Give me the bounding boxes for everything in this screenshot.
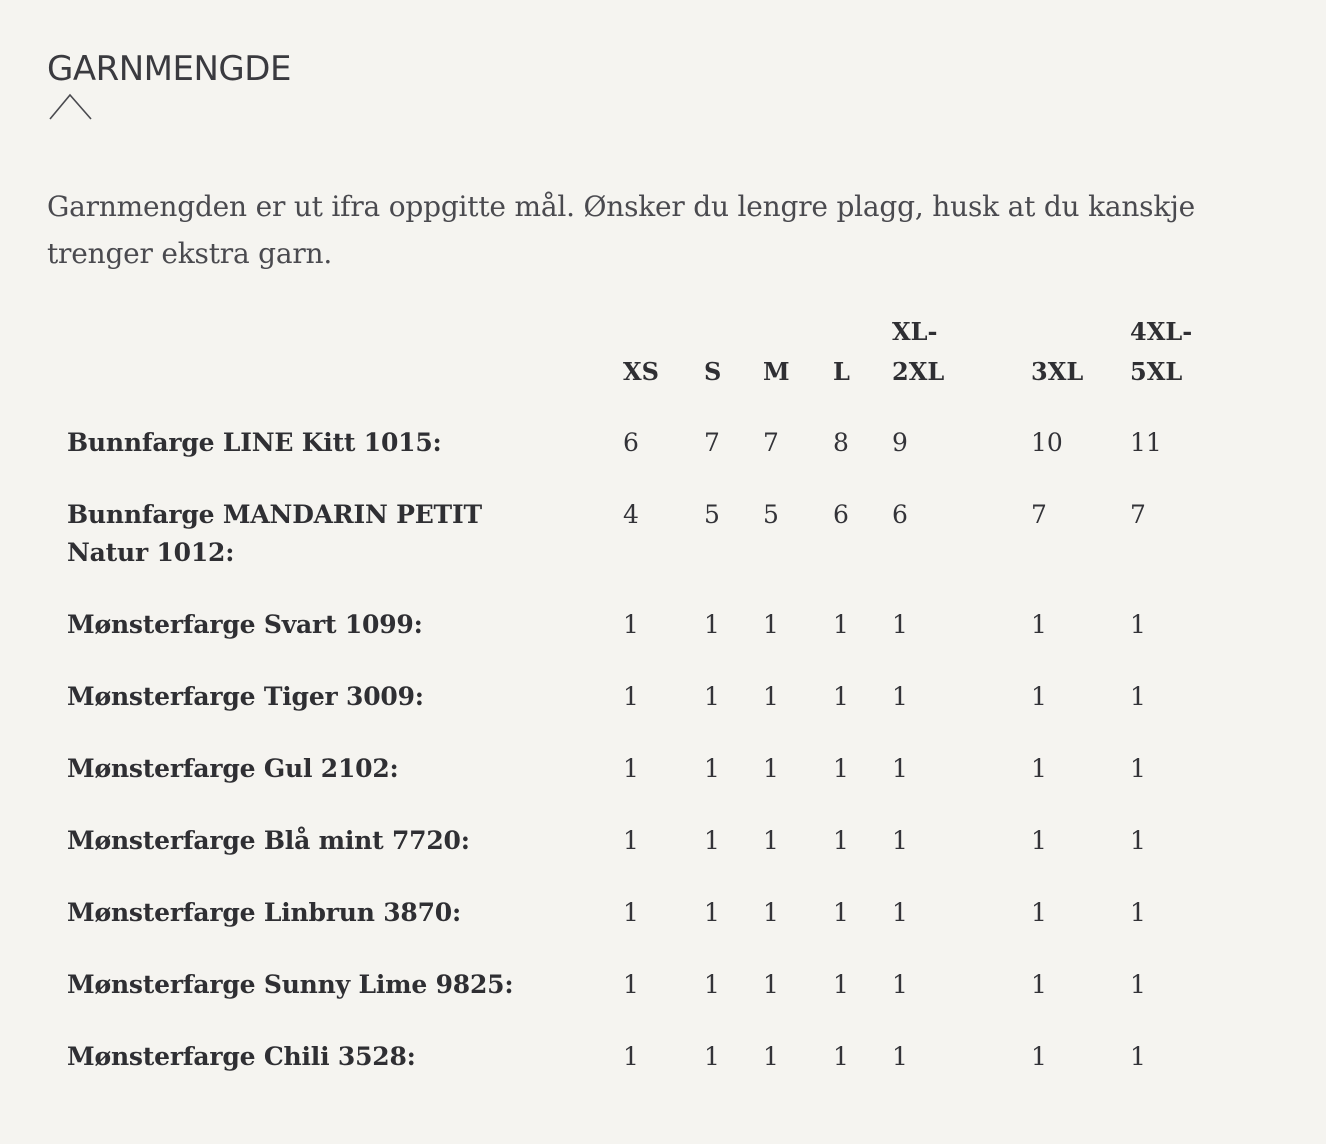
yarn-quantity-cell: 1 — [892, 898, 908, 927]
table-row — [67, 966, 1220, 1038]
yarn-quantity-cell: 1 — [1031, 970, 1047, 999]
yarn-quantity-cell: 1 — [833, 898, 849, 927]
column-header: S — [704, 357, 722, 386]
yarn-quantity-cell: 1 — [833, 754, 849, 783]
yarn-quantity-cell: 1 — [1130, 898, 1146, 927]
yarn-quantity-cell: 1 — [833, 682, 849, 711]
yarn-label: Mønsterfarge Linbrun 3870: — [67, 898, 462, 927]
yarn-label: Mønsterfarge Tiger 3009: — [67, 682, 424, 711]
table-body — [67, 392, 1220, 1110]
yarn-quantity-cell: 1 — [833, 610, 849, 639]
yarn-quantity-cell: 1 — [623, 970, 639, 999]
yarn-quantity-cell: 1 — [763, 898, 779, 927]
chevron-up-icon — [48, 92, 94, 122]
section-heading: GARNMENGDE — [47, 49, 291, 89]
table-row — [67, 750, 1220, 822]
yarn-quantity-cell: 1 — [763, 970, 779, 999]
yarn-quantity-cell: 1 — [763, 610, 779, 639]
yarn-quantity-cell: 6 — [833, 500, 849, 529]
yarn-quantity-cell: 1 — [763, 826, 779, 855]
yarn-quantity-cell: 1 — [763, 682, 779, 711]
yarn-quantity-cell: 6 — [623, 428, 639, 457]
yarn-quantity-cell: 7 — [1130, 500, 1146, 529]
table-row — [67, 392, 1220, 496]
yarn-quantity-cell: 10 — [1031, 428, 1063, 457]
yarn-quantity-cell: 1 — [1130, 754, 1146, 783]
yarn-quantity-cell: 1 — [623, 610, 639, 639]
yarn-quantity-cell: 1 — [623, 682, 639, 711]
yarn-quantity-cell: 1 — [1031, 826, 1047, 855]
yarn-quantity-cell: 6 — [892, 500, 908, 529]
yarn-quantity-cell: 1 — [704, 826, 720, 855]
yarn-label: Bunnfarge MANDARIN PETIT Natur 1012: — [67, 500, 482, 567]
yarn-quantity-cell: 1 — [763, 1042, 779, 1071]
yarn-quantity-cell: 1 — [892, 610, 908, 639]
yarn-quantity-cell: 1 — [892, 826, 908, 855]
yarn-quantity-cell: 9 — [892, 428, 908, 457]
yarn-quantity-cell: 1 — [623, 898, 639, 927]
yarn-quantity-cell: 1 — [833, 826, 849, 855]
yarn-label: Mønsterfarge Chili 3528: — [67, 1042, 416, 1071]
table-row — [67, 606, 1220, 678]
yarn-quantity-cell: 1 — [892, 970, 908, 999]
yarn-quantity-cell: 1 — [704, 1042, 720, 1071]
header-label-spacer — [67, 312, 623, 392]
yarn-quantity-cell: 4 — [623, 500, 639, 529]
yarn-quantity-cell: 7 — [1031, 500, 1047, 529]
yarn-quantity-cell: 1 — [704, 754, 720, 783]
yarn-quantity-cell: 11 — [1130, 428, 1162, 457]
column-header: XS — [623, 357, 659, 386]
yarn-label: Mønsterfarge Gul 2102: — [67, 754, 399, 783]
yarn-quantity-cell: 1 — [1031, 610, 1047, 639]
table-row — [67, 822, 1220, 894]
yarn-quantity-cell: 5 — [704, 500, 720, 529]
yarn-quantity-cell: 7 — [763, 428, 779, 457]
table-row — [67, 894, 1220, 966]
yarn-quantity-cell: 1 — [1130, 682, 1146, 711]
yarn-table — [67, 312, 1220, 1110]
yarn-label: Bunnfarge LINE Kitt 1015: — [67, 428, 442, 457]
yarn-label: Mønsterfarge Svart 1099: — [67, 610, 423, 639]
yarn-quantity-cell: 1 — [1130, 1042, 1146, 1071]
yarn-quantity-cell: 1 — [763, 754, 779, 783]
yarn-label: Mønsterfarge Sunny Lime 9825: — [67, 970, 514, 999]
column-header: 3XL — [1031, 357, 1084, 386]
yarn-label: Mønsterfarge Blå mint 7720: — [67, 826, 470, 855]
yarn-quantity-cell: 1 — [1130, 970, 1146, 999]
collapse-toggle[interactable] — [48, 92, 94, 122]
yarn-quantity-cell: 7 — [704, 428, 720, 457]
table-row — [67, 496, 1220, 606]
column-header: M — [763, 357, 790, 386]
yarn-quantity-cell: 1 — [623, 754, 639, 783]
yarn-quantity-cell: 1 — [704, 610, 720, 639]
intro-text: Garnmengden er ut ifra oppgitte mål. Ønsker du lengre plagg, husk at du kanskje trenger ekstra garn. — [47, 190, 1195, 270]
yarn-quantity-cell: 1 — [704, 970, 720, 999]
yarn-quantity-cell: 1 — [833, 970, 849, 999]
yarn-quantity-cell: 1 — [704, 898, 720, 927]
yarn-quantity-cell: 1 — [704, 682, 720, 711]
table-row — [67, 1038, 1220, 1110]
yarn-quantity-cell: 1 — [833, 1042, 849, 1071]
yarn-quantity-cell: 1 — [1130, 826, 1146, 855]
yarn-quantity-cell: 1 — [892, 754, 908, 783]
yarn-quantity-cell: 1 — [892, 682, 908, 711]
yarn-quantity-cell: 1 — [623, 826, 639, 855]
column-header: L — [833, 357, 850, 386]
yarn-quantity-cell: 1 — [1130, 610, 1146, 639]
yarn-quantity-cell: 1 — [892, 1042, 908, 1071]
column-header: XL- 2XL — [892, 317, 945, 386]
yarn-quantity-cell: 1 — [1031, 1042, 1047, 1071]
yarn-quantity-cell: 5 — [763, 500, 779, 529]
yarn-quantity-cell: 1 — [623, 1042, 639, 1071]
yarn-quantity-cell: 8 — [833, 428, 849, 457]
table-row — [67, 678, 1220, 750]
table-header-row — [67, 312, 1220, 392]
yarn-quantity-cell: 1 — [1031, 898, 1047, 927]
yarn-quantity-cell: 1 — [1031, 682, 1047, 711]
yarn-quantity-cell: 1 — [1031, 754, 1047, 783]
column-header: 4XL- 5XL — [1130, 317, 1193, 386]
